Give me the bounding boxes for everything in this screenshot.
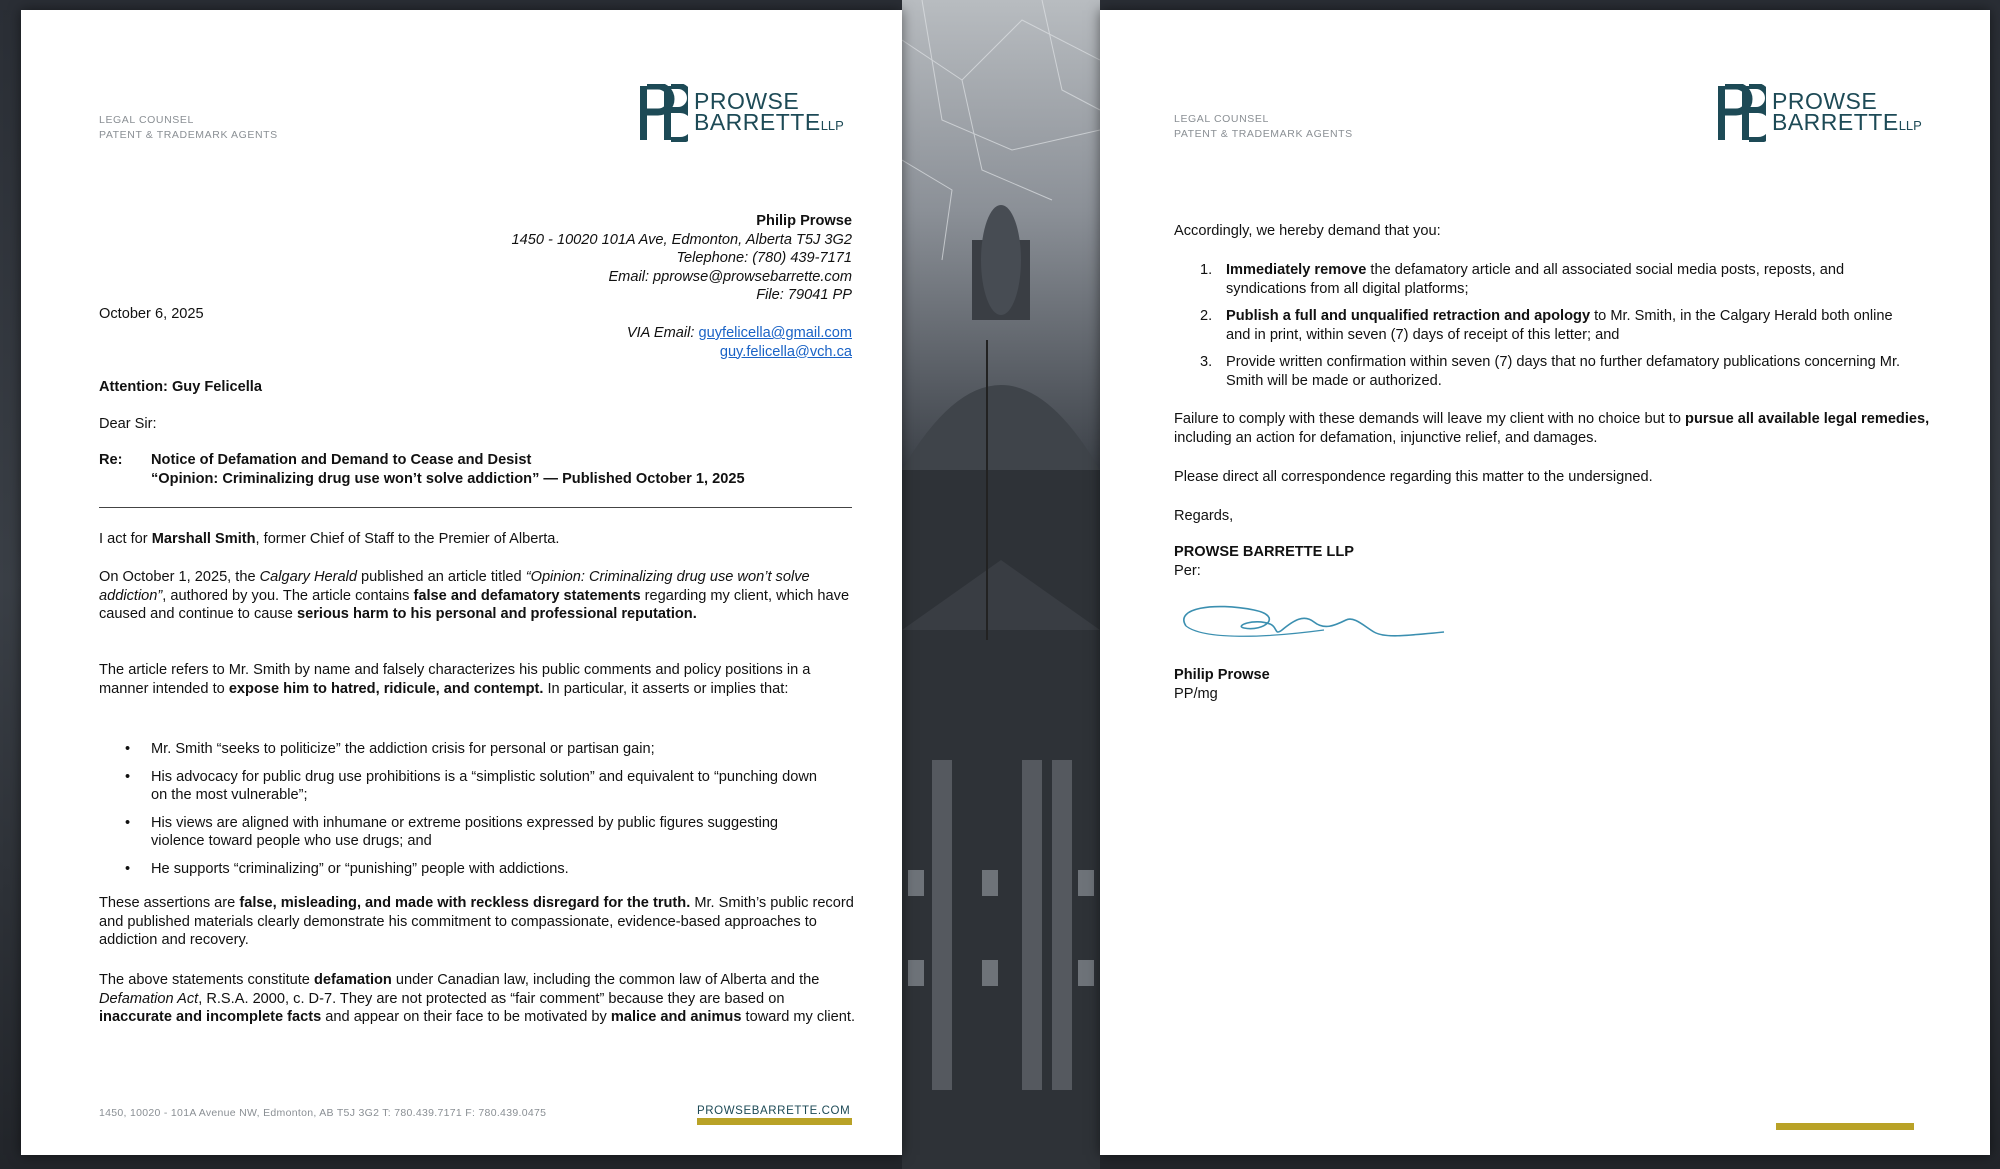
via-email-label: VIA Email: <box>626 325 695 341</box>
logo-line-2: BARRETTE <box>694 108 821 135</box>
logo-line-2: BARRETTE <box>1772 108 1899 135</box>
text-run-bold: serious harm to his personal and professional reputation. <box>296 606 697 622</box>
list-item <box>1174 261 1914 298</box>
letter-page-1 <box>21 10 902 1155</box>
subject-divider <box>99 507 852 508</box>
text-run-bold: Immediately remove <box>1226 262 1367 278</box>
text-run: The article refers to Mr. Smith by name and falsely characterizes his public comments and policy positions in a manner intended to <box>99 662 811 697</box>
text-run: regarding my client, which have caused and continue to cause <box>99 587 850 622</box>
text-run-bold: pursue all available legal remedies, <box>1685 411 1930 427</box>
sender-file-number: File: 79041 PP <box>756 287 852 303</box>
letter-date: October 6, 2025 <box>99 306 204 322</box>
logo-llp: LLP <box>1898 117 1922 133</box>
pb-monogram-icon <box>1716 84 1766 142</box>
paragraph-defamation <box>99 971 859 1027</box>
via-email-block <box>351 324 852 361</box>
logo-line-1: PROWSE <box>1772 87 1878 114</box>
list-item: • His views are aligned with inhumane or extreme positions expressed by public figures suggesting violence toward people who use drugs; and <box>99 814 819 851</box>
text-run: and appear on their face to be motivated by <box>321 1009 611 1025</box>
sender-block <box>351 212 852 305</box>
text-run-bold: false, misleading, and made with reckless disregard for the truth. <box>239 895 691 911</box>
signer-name: Philip Prowse <box>1174 667 1270 683</box>
tagline-line-1: LEGAL COUNSEL <box>99 114 194 126</box>
text-run: Failure to comply with these demands will leave my client with no choice but to <box>1174 411 1686 427</box>
statute-name: Defamation Act <box>99 990 199 1007</box>
text-run: Provide written confirmation within seven (7) days that no further defamatory publications concerning Mr. Smith will be made or authorized. <box>1226 354 1901 389</box>
closing: Regards, <box>1174 508 1234 524</box>
salutation: Dear Sir: <box>99 416 157 432</box>
text-run: including an action for defamation, injunctive relief, and damages. <box>1174 429 1598 446</box>
logo-llp: LLP <box>820 117 844 133</box>
item-number: 2. <box>1200 308 1213 324</box>
text-run: These assertions are <box>99 895 240 911</box>
footer-gold-bar <box>1776 1123 1914 1130</box>
re-subject-line-2: “Opinion: Criminalizing drug use won’t solve addiction” — Published October 1, 2025 <box>151 470 745 487</box>
recipient-email-link-2[interactable]: guy.felicella@vch.ca <box>719 343 852 360</box>
per-label: Per: <box>1174 563 1201 579</box>
re-subject-line-1: Notice of Defamation and Demand to Cease and Desist <box>151 452 532 468</box>
text-run: I act for <box>99 531 152 547</box>
article-title: “Opinion: Criminalizing drug use won’t solve addiction” <box>99 569 810 604</box>
re-label: Re: <box>99 452 123 468</box>
sender-telephone: Telephone: (780) 439-7171 <box>676 250 852 266</box>
text-run-bold: expose him to hatred, ridicule, and contempt. <box>228 680 544 697</box>
sender-address: 1450 - 10020 101A Ave, Edmonton, Alberta T5J 3G2 <box>511 231 852 248</box>
logo-line-1: PROWSE <box>694 87 800 114</box>
firm-signature-name: PROWSE BARRETTE LLP <box>1174 544 1354 560</box>
assertions-list <box>99 740 819 887</box>
client-name: Marshall Smith <box>151 531 256 547</box>
tagline-line-1: LEGAL COUNSEL <box>1174 113 1269 125</box>
paragraph-intro <box>99 530 859 549</box>
letter-page-2 <box>1100 10 1990 1155</box>
publication-name: Calgary Herald <box>259 569 357 585</box>
text-run: the defamatory article and all associated social media posts, reposts, and syndications from all digital platforms; <box>1226 262 1845 297</box>
paragraph-article <box>99 568 859 624</box>
firm-logo <box>638 84 844 142</box>
tagline-line-2: PATENT & TRADEMARK AGENTS <box>99 129 278 141</box>
attention-line: Attention: Guy Felicella <box>99 379 262 395</box>
text-run: toward my client. <box>741 1009 856 1025</box>
firm-logo <box>1716 84 1922 142</box>
text-run: to Mr. Smith, in the Calgary Herald both online and in print, within seven (7) days of receipt of this letter; and <box>1226 308 1893 343</box>
letterhead-tagline <box>1174 112 1353 142</box>
reference-initials: PP/mg <box>1174 686 1218 702</box>
tagline-line-2: PATENT & TRADEMARK AGENTS <box>1174 128 1353 140</box>
sender-email: Email: pprowse@prowsebarrette.com <box>608 268 852 285</box>
text-run: , R.S.A. 2000, c. D-7. They are not protected as “fair comment” because they are based on <box>198 990 785 1007</box>
text-run: , former Chief of Staff to the Premier of Alberta. <box>255 531 560 547</box>
letterhead-tagline <box>99 113 278 143</box>
paragraph-characterization <box>99 661 859 698</box>
demands-list <box>1174 261 1914 399</box>
footer-address: 1450, 10020 - 101A Avenue NW, Edmonton, AB T5J 3G2 T: 780.439.7171 F: 780.439.0475 <box>99 1107 547 1119</box>
signature <box>1174 596 1474 646</box>
footer-gold-bar <box>697 1118 852 1125</box>
list-item <box>1174 353 1914 390</box>
text-run: under Canadian law, including the common law of Alberta and the <box>391 972 820 988</box>
recipient-email-link-1[interactable]: guyfelicella@gmail.com <box>698 325 852 341</box>
text-run-bold: malice and animus <box>610 1009 742 1025</box>
item-number: 1. <box>1200 262 1213 278</box>
re-subject <box>151 451 861 488</box>
list-item: • Mr. Smith “seeks to politicize” the addiction crisis for personal or partisan gain; <box>99 740 819 759</box>
list-item <box>1174 307 1914 344</box>
text-run-bold: defamation <box>313 972 392 988</box>
text-run: In particular, it asserts or implies that: <box>543 680 789 697</box>
text-run: On October 1, 2025, the <box>99 569 260 585</box>
text-run-bold: Publish a full and unqualified retraction and apology <box>1226 308 1591 324</box>
paragraph-false-assertions <box>99 894 859 950</box>
firm-name <box>1772 87 1922 136</box>
list-item: • He supports “criminalizing” or “punishing” people with addictions. <box>99 860 819 879</box>
pb-monogram-icon <box>638 84 688 142</box>
text-run: , authored by you. The article contains <box>162 587 414 604</box>
item-number: 3. <box>1200 354 1213 370</box>
paragraph-failure <box>1174 410 1934 447</box>
text-run: published an article titled <box>356 569 526 585</box>
text-run-bold: inaccurate and incomplete facts <box>99 1009 322 1025</box>
list-item: • His advocacy for public drug use prohibitions is a “simplistic solution” and equivalent to “punching down on the most vulnerable”; <box>99 768 819 805</box>
firm-name <box>694 87 844 136</box>
text-run: The above statements constitute <box>99 972 314 988</box>
demands-intro: Accordingly, we hereby demand that you: <box>1174 223 1441 239</box>
footer-website[interactable]: PROWSEBARRETTE.COM <box>697 1105 851 1117</box>
paragraph-direct: Please direct all correspondence regarding this matter to the undersigned. <box>1174 469 1653 485</box>
text-run: Mr. Smith’s public record and published materials clearly demonstrate his commitment to compassionate, evidence-based approaches to addiction and recovery. <box>99 895 854 948</box>
legislature-building-photo <box>902 0 1100 1169</box>
sender-name: Philip Prowse <box>756 213 852 229</box>
text-run-bold: false and defamatory statements <box>413 587 641 604</box>
